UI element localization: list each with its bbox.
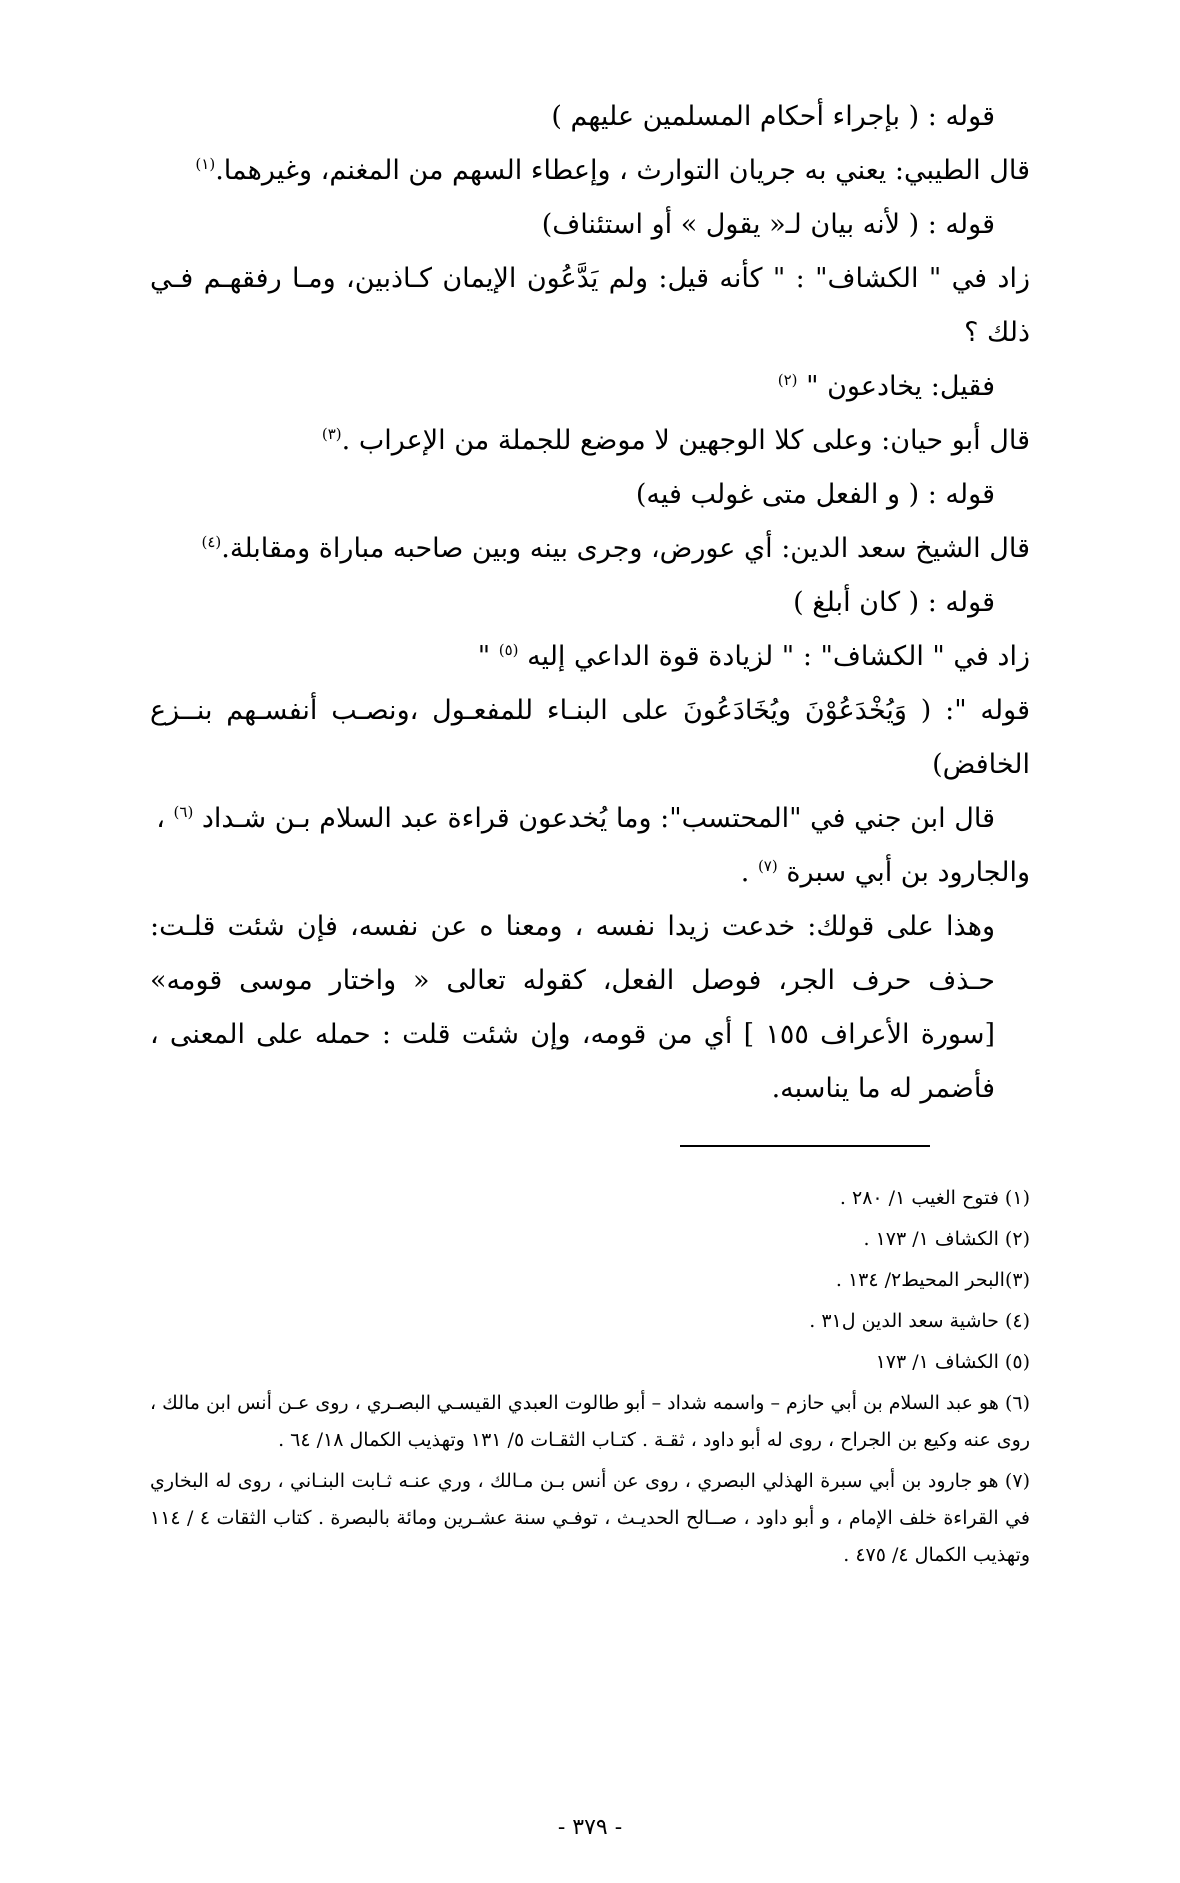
footnote: (٢) الكشاف ١/ ١٧٣ . bbox=[863, 1228, 1030, 1250]
line-tail: " bbox=[477, 641, 499, 672]
footnote-ref: (٤) bbox=[201, 533, 222, 551]
footnote-ref: (٣) bbox=[321, 425, 342, 443]
footnote-ref: (٦) bbox=[173, 803, 194, 821]
footnote: (٦) هو عبد السلام بن أبي حازم – واسمه شداد – أبو طالوت العبدي القيسـي البصـري ، روى عـن أنس ابن مالك ، روى عنه وكيع بن الجراح ، روى له أبو داود ، ثقـة . كتـاب الثقـات ٥/ ١٣١ وتهذيب الكمال ١٨/ ٦٤ . bbox=[150, 1392, 1030, 1451]
line-text: قال ابن جني في "المحتسب": وما يُخدعون قراءة عبد السلام بـن شـداد bbox=[201, 803, 995, 834]
text-line bbox=[150, 522, 1030, 576]
footnote: (١) فتوح الغيب ١/ ٢٨٠ . bbox=[839, 1187, 1030, 1209]
line-text: فقيل: يخادعون " bbox=[806, 371, 995, 402]
text-line bbox=[150, 684, 1030, 792]
text-line bbox=[150, 792, 1030, 846]
main-text bbox=[150, 90, 1030, 1116]
footnote: (٥) الكشاف ١/ ١٧٣ bbox=[875, 1351, 1030, 1373]
line-text: قوله : ( بإجراء أحكام المسلمين عليهم ) bbox=[551, 101, 995, 132]
text-line bbox=[150, 414, 1030, 468]
line-tail: ، bbox=[156, 803, 174, 834]
footnote-ref: (٧) bbox=[757, 857, 778, 875]
line-text: قال أبو حيان: وعلى كلا الوجهين لا موضع للجملة من الإعراب . bbox=[341, 425, 1030, 456]
line-text: قوله : ( و الفعل متى غولب فيه) bbox=[635, 479, 995, 510]
footnote: (٤) حاشية سعد الدين ل٣١ . bbox=[809, 1310, 1030, 1332]
footnote-divider bbox=[680, 1145, 930, 1147]
line-tail: . bbox=[740, 857, 758, 888]
text-line bbox=[150, 144, 1030, 198]
line-text: قال الطيبي: يعني به جريان التوارث ، وإعطاء السهم من المغنم، وغيرهما. bbox=[215, 155, 1030, 186]
line-text: قوله : ( كان أبلغ ) bbox=[793, 587, 995, 618]
line-text: زاد في " الكشاف" : " كأنه قيل: ولم يَدَّعُون الإيمان كـاذبين، ومـا رفقهـم فـي ذلك ؟ bbox=[150, 263, 1030, 348]
footnote-ref: (٢) bbox=[777, 371, 798, 389]
text-line bbox=[150, 846, 1030, 900]
footnote-ref: (١) bbox=[195, 155, 216, 173]
page-number: - ٣٧٩ - bbox=[557, 1815, 623, 1840]
footnote-ref: (٥) bbox=[498, 641, 519, 659]
line-text: والجارود بن أبي سبرة bbox=[786, 857, 1030, 888]
text-line bbox=[150, 900, 1030, 1116]
line-text: وهذا على قولك: خدعت زيدا نفسه ، ومعنا ه عن نفسه، فإن شئت قلـت: حـذف حرف الجر، فوصل الفعل، كقوله تعالى « واختار موسى قومه» [سورة الأعراف ١٥٥ ] أي من قومه، وإن شئت قلت : حمله على المعنى ، فأضمر له ما يناسبه. bbox=[150, 911, 995, 1104]
footnote: (٧) هو جارود بن أبي سبرة الهذلي البصري ، روى عن أنس بـن مـالك ، وري عنـه ثـابت البنـاني ، روى له البخاري في القراءة خلف الإمام ، و أبو داود ، صــالح الحديـث ، توفـي سنة عشـرين ومائة بالبصرة . كتاب الثقات ٤ / ١١٤ وتهذيب الكمال ٤/ ٤٧٥ . bbox=[150, 1470, 1030, 1566]
text-line bbox=[150, 576, 1030, 630]
footnote: (٣)البحر المحيط٢/ ١٣٤ . bbox=[835, 1269, 1030, 1291]
text-line bbox=[150, 198, 1030, 252]
line-text: قوله ": ( وَيُخْدَعُوْنَ ويُخَادَعُونَ على البنـاء للمفعـول ،ونصـب أنفسـهم بنــزع الخافض) bbox=[150, 695, 1030, 780]
text-line bbox=[150, 630, 1030, 684]
text-line bbox=[150, 252, 1030, 360]
text-line bbox=[150, 90, 1030, 144]
footnotes bbox=[150, 1180, 1030, 1578]
line-text: قال الشيخ سعد الدين: أي عورض، وجرى بينه وبين صاحبه مباراة ومقابلة. bbox=[221, 533, 1030, 564]
line-text: قوله : ( لأنه بيان لـ« يقول » أو استئناف) bbox=[541, 209, 995, 240]
text-line bbox=[150, 360, 1030, 414]
text-line bbox=[150, 468, 1030, 522]
line-text: زاد في " الكشاف" : " لزيادة قوة الداعي إليه bbox=[527, 641, 1030, 672]
